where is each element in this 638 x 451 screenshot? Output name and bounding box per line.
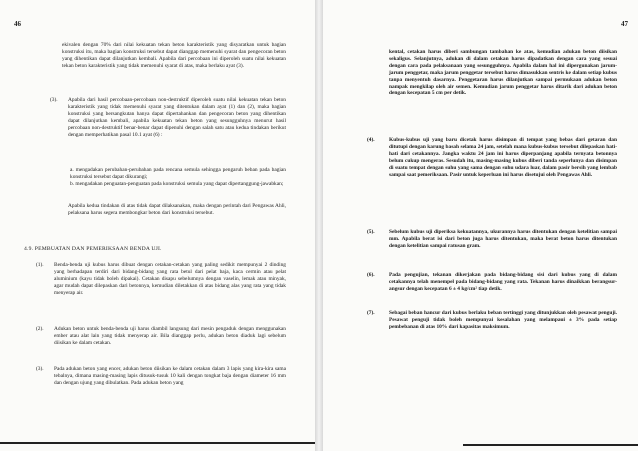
continuation-paragraph bbox=[62, 42, 286, 70]
item-3-paragraph bbox=[54, 366, 286, 387]
item-3-paragraph bbox=[68, 97, 286, 138]
item-4-paragraph bbox=[389, 137, 617, 178]
closing-paragraph bbox=[68, 203, 286, 217]
paragraph-text: Apabila kedua tindakan di atas tidak dapat dilaksanakan, maka dengan perintah dari Pengawas Ahli, pelaksana harus segera membongkar beton dari konstruksi tersebut. bbox=[68, 203, 286, 216]
paragraph-text: Pada pengujian, tekanan dikerjakan pada bidang-bidang sisi dari kubus yang di dalam cetakannya telah menempel pada bidang-bidang yang rata. Tekanan harus dinaikkan berangsur-angsur dengan kecepatan 6 ± 4 kg/cm² tiap detik. bbox=[389, 272, 617, 292]
paragraph-text: Pada adukan beton yang encer, adukan beton diisikan ke dalam cetakan dalam 3 lapis yang kira-kira sama tebalnya, dimana masing-masing lapis ditusuk-tusuk 10 kali dengan tongkat baja dengan diameter 16 mm dan dengan ujung yang dibulatkan. Pada adukan beton yang bbox=[54, 366, 286, 386]
item-number: (7). bbox=[367, 310, 375, 316]
section-heading: 4.9. PEMBUATAN DAN PEMERIKSAAN BENDA UJI. bbox=[24, 246, 162, 252]
item-1-paragraph bbox=[54, 262, 286, 297]
item-number: (6). bbox=[367, 272, 375, 278]
item-2-paragraph bbox=[54, 326, 286, 347]
item-number: (4). bbox=[367, 137, 375, 143]
page-number: 47 bbox=[621, 20, 628, 28]
sub-item-a: a. mengadakan perubahan-perubahan pada rencana semula sehingga pengaruh beban pada bagian konstruksi tersebut dapat dikurangi; bbox=[70, 167, 286, 180]
paragraph-text: Kubus-kubus uji yang baru dicetak harus disimpan di tempat yang bebas dari getaran dan ditutupi dengan karung basah selama 24 jam, setelah mana kubus-kubus tersebut dilepaskan hati-hati dari cetakannya. Jangka waktu 24 jam ini harus diperpanjang apabila ternyata betonnya belum cukup mengeras. Sesudah itu, masing-masing kubus diberi tanda seperlunya dan disimpan di suatu tempat dengan suhu yang sama dengan suhu udara luar, dalam pasir bersih yang lembab sampai saat pemeriksaan. Pasir untuk keperluan ini harus disetujui oleh Pengawas Ahli. bbox=[389, 137, 617, 178]
book-gutter bbox=[315, 0, 323, 451]
left-page bbox=[0, 0, 315, 451]
item-7-paragraph bbox=[389, 310, 617, 331]
sub-item-b: b. mengadakan penguatan-penguatan pada konstruksi semula yang dapat dipertanggung-jawabkan; bbox=[70, 181, 284, 187]
item-number: (3). bbox=[36, 366, 44, 372]
paragraph-text: kental, cetakan harus diberi sambungan tambahan ke atas, kemudian adukan beton diisikan sekaligus. Selanjutnya, adukan di dalam cetakan harus dipadatkan dengan cara yang sesuai dengan cara pada pelaksanaan yang sesungguhnya. Apabila dalam hal ini dipergunakan jarum-jarum penggetar, maka jarum penggetar tersebut harus dimasukkan sentris ke dalam setiap kubus tanpa menyentuh dasarnya. Penggetaran harus dilanjutkan sampai permukaan adukan beton nampak mengkilap oleh air semen. Kemudian jarum penggetar harus ditarik dari adukan beton dengan kecepatan 5 cm per detik. bbox=[389, 49, 617, 97]
bottom-edge-line bbox=[463, 444, 638, 446]
item-number: (5). bbox=[367, 229, 375, 235]
paragraph-text: Benda-benda uji kubus harus dibuat dengan cetakan-cetakan yang paling sedikit mempunyai 2 dinding yang berhadapan terdiri dari bidang-bidang yang rata betul dari pelat baja, kaca cermin atau pelat aluminium (kayu tidak boleh dipakai). Cetakan disapu sebelumnya dengan vaselin, lemak atau minyak, agar mudah dapat dilepaskan dari betonnya, kemudian diletakkan di atas bidang alas yang rata yang tidak menyerap air. bbox=[54, 262, 286, 296]
item-number: (2). bbox=[36, 326, 44, 332]
paragraph-text: Apabila dari hasil percobaan-percobaan non-destruktif diperoleh suatu nilai kekuatan tekan beton karakteristik yang tidak memenuhi syarat yang ditentukan dalam ayat (1) dan (2), maka bagian konstruksi yang bersangkutan hanya dapat dipertahankan dan pengecoran beton yang dihentikan dapat dilanjutkan kembali, apabila kekuatan tekan beton yang sesungguhnya menurut hasil percobaan non-destruktif benar-benar dapat dipenuhi dengan salah satu atau kedua tindakan berikut dengan memperhatikan pasal 10.1 ayat (6) : bbox=[68, 97, 286, 138]
item-6-paragraph bbox=[389, 272, 617, 293]
continuation-paragraph bbox=[389, 49, 617, 97]
bottom-edge-line bbox=[0, 442, 315, 444]
item-number: (1). bbox=[36, 262, 44, 268]
paragraph-text: Sebagai beban hancur dari kubus berlaku beban tertinggi yang ditunjukkan oleh pesawat penguji. Pesawat penguji tidak boleh mempunyai kesalahan yang melampaui ± 3% pada setiap pembebanan di atas 10% dari kapasitas maksimum. bbox=[389, 310, 617, 330]
paragraph-text: Sebelum kubus uji diperiksa kekuatannya, ukurannya harus ditentukan dengan ketelitian sampai mm. Apabila berat isi dari beton juga harus ditentukan, maka berat beton harus ditentukan dengan ketelitian sampai ratusan gram. bbox=[389, 229, 617, 249]
paragraph-text: Adukan beton untuk benda-benda uji harus diambil langsung dari mesin pengaduk dengan menggunakan ember atau alat lain yang tidak menyerap air. Bila dianggap perlu, adukan beton diaduk lagi sebelum diisikan ke dalam cetakan. bbox=[54, 326, 286, 346]
item-number: (3). bbox=[50, 97, 58, 103]
right-page bbox=[323, 0, 638, 451]
item-5-paragraph bbox=[389, 229, 617, 250]
paragraph-text: ekivalen dengan 70% dari nilai kekuatan tekan beton karakteristik yang disyaratkan untuk bagian konstruksi itu, maka bagian konstruksi tersebut dapat dianggap memenuhi syarat dan pengecoran beton yang dihentikan dapat dilanjutkan kembali. Apabila dari percobaan ini diperoleh suatu nilai kekuatan tekan beton karakteristik yang tidak memenuhi syarat di atas, maka berlaku ayat (3). bbox=[62, 42, 286, 69]
page-number: 46 bbox=[14, 20, 21, 28]
